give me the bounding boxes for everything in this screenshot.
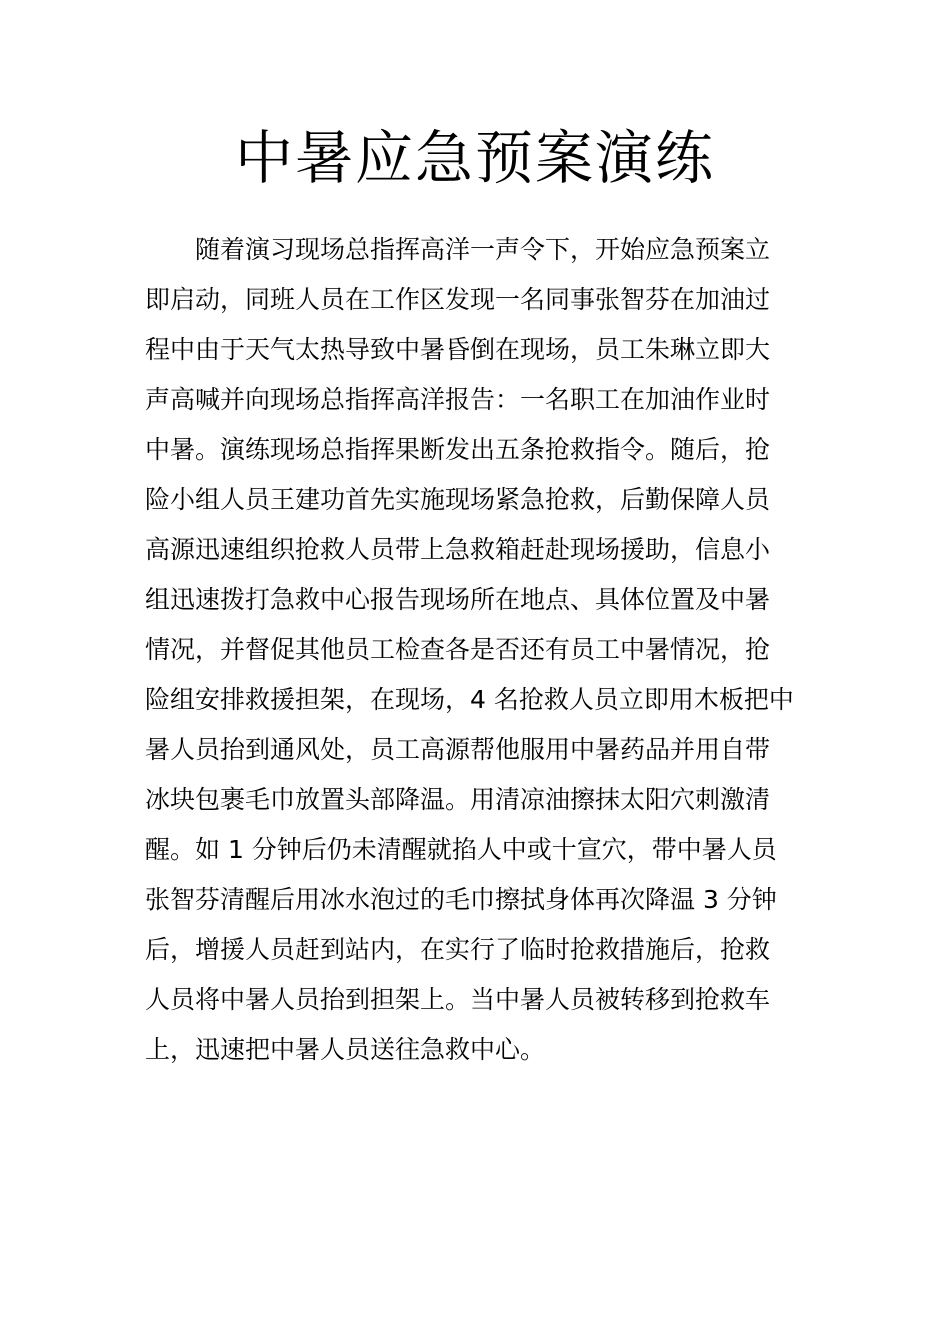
paragraph-line: 情况，并督促其他员工检查各是否还有员工中暑情况，抢 <box>145 635 771 664</box>
paragraph-line: 人员将中暑人员抬到担架上。当中暑人员被转移到抢救车 <box>145 985 771 1014</box>
paragraph-line: 高源迅速组织抢救人员带上急救箱赶赴现场援助，信息小 <box>145 535 771 564</box>
paragraph-line: 后，增援人员赶到站内，在实行了临时抢救措施后，抢救 <box>145 935 771 964</box>
paragraph-line: 声高喊并向现场总指挥高洋报告：一名职工在加油作业时 <box>145 385 771 414</box>
paragraph-line: 组迅速拨打急救中心报告现场所在地点、具体位置及中暑 <box>145 585 771 614</box>
paragraph-line: 险小组人员王建功首先实施现场紧急抢救，后勤保障人员 <box>145 485 771 514</box>
paragraph-line: 险组安排救援担架，在现场，4 名抢救人员立即用木板把中 <box>145 685 794 714</box>
document-title: 中暑应急预案演练 <box>234 124 715 192</box>
document-body <box>145 225 815 1075</box>
paragraph-line: 程中由于天气太热导致中暑昏倒在现场，员工朱琳立即大 <box>145 335 771 364</box>
paragraph-line: 上，迅速把中暑人员送往急救中心。 <box>145 1035 546 1064</box>
paragraph-line: 张智芬清醒后用冰水泡过的毛巾擦拭身体再次降温 3 分钟 <box>145 885 777 914</box>
paragraph-line: 醒。如 1 分钟后仍未清醒就掐人中或十宣穴，带中暑人员 <box>145 835 777 864</box>
paragraph-line: 冰块包裹毛巾放置头部降温。用清凉油擦抹太阳穴刺激清 <box>145 785 771 814</box>
paragraph-line: 暑人员抬到通风处，员工高源帮他服用中暑药品并用自带 <box>145 735 771 764</box>
paragraph-line: 即启动，同班人员在工作区发现一名同事张智芬在加油过 <box>145 285 771 314</box>
paragraph-line: 随着演习现场总指挥高洋一声令下，开始应急预案立 <box>145 235 771 264</box>
paragraph-line: 中暑。演练现场总指挥果断发出五条抢救指令。随后，抢 <box>145 435 771 464</box>
